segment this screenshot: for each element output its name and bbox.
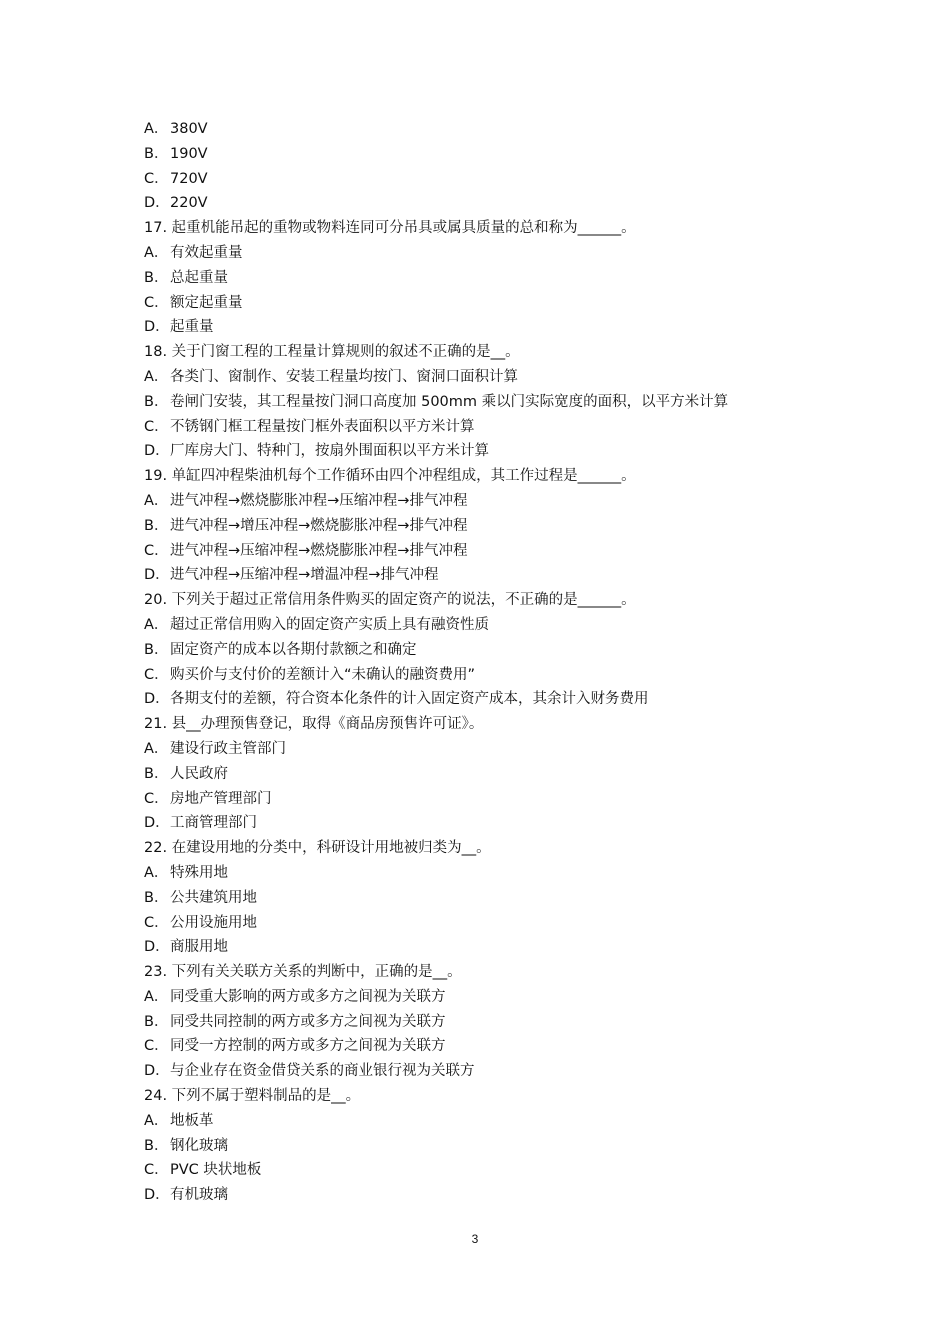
option-letter: D． — [144, 939, 170, 956]
option-text: PVC 块状地板 — [170, 1162, 262, 1179]
question-text: 20. 下列关于超过正常信用条件购买的固定资产的说法，不正确的是______。 — [144, 592, 636, 609]
question-text: 18. 关于门窗工程的工程量计算规则的叙述不正确的是__。 — [144, 344, 520, 361]
option-text: 有机玻璃 — [170, 1187, 228, 1204]
answer-option — [144, 241, 844, 266]
option-letter: C． — [144, 1162, 169, 1179]
option-text: 190V — [170, 145, 208, 162]
answer-option — [144, 191, 844, 216]
option-text: 与企业存在资金借贷关系的商业银行视为关联方 — [170, 1063, 475, 1080]
option-text: 固定资产的成本以各期付款额之和确定 — [170, 641, 417, 658]
answer-option — [144, 365, 844, 390]
option-text: 各期支付的差额，符合资本化条件的计入固定资产成本，其余计入财务费用 — [170, 691, 649, 708]
option-text: 地板革 — [170, 1112, 214, 1129]
option-text: 建设行政主管部门 — [170, 740, 286, 757]
option-text: 720V — [170, 170, 208, 187]
answer-option — [144, 315, 844, 340]
option-text: 同受重大影响的两方或多方之间视为关联方 — [170, 988, 446, 1005]
answer-option — [144, 117, 844, 142]
option-text: 人民政府 — [170, 765, 228, 782]
question-text: 23. 下列有关关联方关系的判断中，正确的是__。 — [144, 964, 462, 981]
answer-option — [144, 1010, 844, 1035]
answer-option — [144, 663, 844, 688]
answer-option — [144, 439, 844, 464]
option-text: 厂库房大门、特种门，按扇外围面积以平方米计算 — [170, 443, 489, 460]
answer-option — [144, 911, 844, 936]
option-letter: C． — [144, 666, 169, 683]
option-text: 有效起重量 — [170, 244, 243, 261]
option-letter: D． — [144, 815, 170, 832]
option-letter: D． — [144, 1063, 170, 1080]
option-text: 进气冲程→燃烧膨胀冲程→压缩冲程→排气冲程 — [170, 492, 468, 509]
option-letter: D． — [144, 319, 170, 336]
option-letter: A． — [144, 244, 169, 261]
option-letter: A． — [144, 368, 169, 385]
option-letter: A． — [144, 1112, 169, 1129]
option-letter: D． — [144, 443, 170, 460]
answer-option — [144, 1109, 844, 1134]
option-text: 购买价与支付价的差额计入“未确认的融资费用” — [170, 666, 476, 683]
option-text: 进气冲程→压缩冲程→燃烧膨胀冲程→排气冲程 — [170, 542, 468, 559]
answer-option — [144, 291, 844, 316]
option-letter: C． — [144, 294, 169, 311]
option-letter: D． — [144, 195, 170, 212]
option-letter: A． — [144, 616, 169, 633]
answer-option — [144, 489, 844, 514]
answer-option — [144, 762, 844, 787]
question-text: 21. 县__办理预售登记，取得《商品房预售许可证》。 — [144, 716, 484, 733]
option-text: 220V — [170, 195, 208, 212]
option-text: 卷闸门安装，其工程量按门洞口高度加 500mm 乘以门实际宽度的面积，以平方米计算 — [170, 393, 729, 410]
option-letter: B． — [144, 889, 169, 906]
option-text: 超过正常信用购入的固定资产实质上具有融资性质 — [170, 616, 489, 633]
answer-option — [144, 1158, 844, 1183]
option-letter: D． — [144, 1187, 170, 1204]
option-letter: B． — [144, 393, 169, 410]
answer-option — [144, 563, 844, 588]
question-text: 17. 起重机能吊起的重物或物料连同可分吊具或属具质量的总和称为______。 — [144, 220, 636, 237]
answer-option — [144, 1183, 844, 1208]
option-letter: B． — [144, 765, 169, 782]
option-letter: B． — [144, 1137, 169, 1154]
answer-option — [144, 415, 844, 440]
option-letter: B． — [144, 517, 169, 534]
option-text: 起重量 — [170, 319, 214, 336]
option-text: 公用设施用地 — [170, 914, 257, 931]
option-text: 工商管理部门 — [170, 815, 257, 832]
option-text: 380V — [170, 121, 208, 137]
option-letter: C． — [144, 914, 169, 931]
answer-option — [144, 861, 844, 886]
option-text: 特殊用地 — [170, 864, 228, 881]
page-number: 3 — [471, 1232, 479, 1246]
option-letter: C． — [144, 542, 169, 559]
option-text: 不锈钢门框工程量按门框外表面积以平方米计算 — [170, 418, 475, 435]
answer-option — [144, 985, 844, 1010]
option-letter: A． — [144, 121, 169, 137]
answer-option — [144, 390, 844, 415]
answer-option — [144, 539, 844, 564]
option-text: 总起重量 — [170, 269, 228, 286]
answer-option — [144, 142, 844, 167]
answer-option — [144, 266, 844, 291]
question-text: 24. 下列不属于塑料制品的是__。 — [144, 1088, 361, 1105]
answer-option — [144, 167, 844, 192]
option-letter: B． — [144, 145, 169, 162]
option-letter: C． — [144, 170, 169, 187]
option-text: 房地产管理部门 — [170, 790, 272, 807]
option-text: 额定起重量 — [170, 294, 243, 311]
option-letter: C． — [144, 418, 169, 435]
option-text: 同受一方控制的两方或多方之间视为关联方 — [170, 1038, 446, 1055]
option-letter: A． — [144, 492, 169, 509]
option-letter: A． — [144, 740, 169, 757]
question-text: 22. 在建设用地的分类中，科研设计用地被归类为__。 — [144, 840, 491, 857]
question-text: 19. 单缸四冲程柴油机每个工作循环由四个冲程组成，其工作过程是______。 — [144, 468, 636, 485]
answer-option — [144, 687, 844, 712]
answer-option — [144, 737, 844, 762]
answer-option — [144, 514, 844, 539]
option-letter: A． — [144, 988, 169, 1005]
option-text: 进气冲程→增压冲程→燃烧膨胀冲程→排气冲程 — [170, 517, 468, 534]
option-letter: C． — [144, 790, 169, 807]
option-text: 各类门、窗制作、安装工程量均按门、窗洞口面积计算 — [170, 368, 518, 385]
option-letter: A． — [144, 864, 169, 881]
option-text: 进气冲程→压缩冲程→增温冲程→排气冲程 — [170, 567, 439, 584]
answer-option — [144, 886, 844, 911]
option-letter: C． — [144, 1038, 169, 1055]
answer-option — [144, 935, 844, 960]
answer-option — [144, 638, 844, 663]
option-text: 商服用地 — [170, 939, 228, 956]
option-letter: B． — [144, 269, 169, 286]
option-letter: B． — [144, 1013, 169, 1030]
answer-option — [144, 1059, 844, 1084]
question-list — [144, 117, 844, 1208]
option-text: 同受共同控制的两方或多方之间视为关联方 — [170, 1013, 446, 1030]
option-letter: D． — [144, 567, 170, 584]
option-text: 钢化玻璃 — [170, 1137, 228, 1154]
answer-option — [144, 811, 844, 836]
answer-option — [144, 613, 844, 638]
option-letter: D． — [144, 691, 170, 708]
answer-option — [144, 1134, 844, 1159]
option-text: 公共建筑用地 — [170, 889, 257, 906]
answer-option — [144, 1034, 844, 1059]
answer-option — [144, 787, 844, 812]
option-letter: B． — [144, 641, 169, 658]
